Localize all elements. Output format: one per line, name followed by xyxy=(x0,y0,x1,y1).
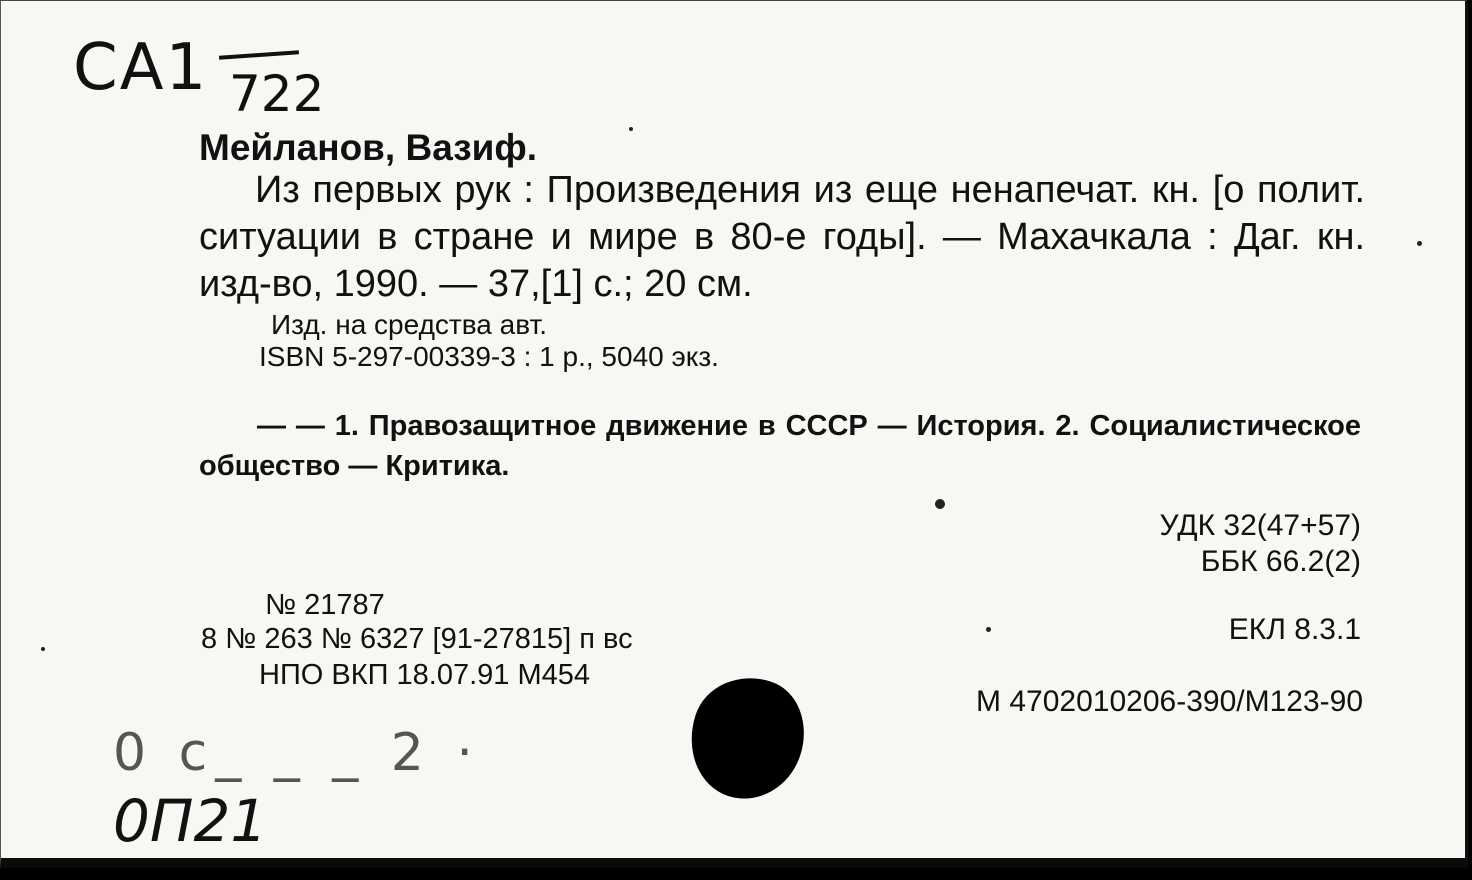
ink-speck xyxy=(986,627,991,632)
shelf-mark: CA1 xyxy=(73,31,209,105)
subject-headings: — — 1. Правозащитное движение в СССР — История. 2. Социалистическое общество — Критика. xyxy=(199,410,1361,482)
shelf-mark-divider xyxy=(219,50,299,60)
udk-code: УДК 32(47+57) xyxy=(1159,509,1361,542)
npo-line: НПО ВКП 18.07.91 М454 xyxy=(259,659,591,691)
funding-note: Изд. на средства авт. xyxy=(271,309,547,340)
ink-speck xyxy=(1417,241,1422,246)
ink-speck xyxy=(935,499,945,509)
ink-speck xyxy=(629,127,633,131)
bibliographic-description: Из первых рук : Произведения из еще ненапечат. кн. [о полит. ситуации в стране и мире в 80-е годы]. — Махачкала : Даг. кн. изд-во, 1990. — 37,[1] с.; 20 см. xyxy=(199,169,1365,305)
shelf-number: 722 xyxy=(229,65,325,123)
order-line: 8 № 263 № 6327 [91-27815] п вс xyxy=(201,623,633,655)
m-code: М 4702010206-390/М123-90 xyxy=(976,685,1363,718)
card-number: № 21787 xyxy=(265,589,385,621)
bbk-code: ББК 66.2(2) xyxy=(1200,545,1361,578)
ekl-code: ЕКЛ 8.3.1 xyxy=(1228,613,1361,646)
isbn-line: ISBN 5-297-00339-3 : 1 р., 5040 экз. xyxy=(259,341,719,372)
author-heading: Мейланов, Вазиф. xyxy=(199,127,538,168)
inventory-number-faint: 0 c_ _ _ 2 · xyxy=(113,723,481,783)
ink-speck xyxy=(41,647,45,651)
ink-blot xyxy=(675,663,819,814)
inventory-code: 0П21 xyxy=(113,787,268,855)
